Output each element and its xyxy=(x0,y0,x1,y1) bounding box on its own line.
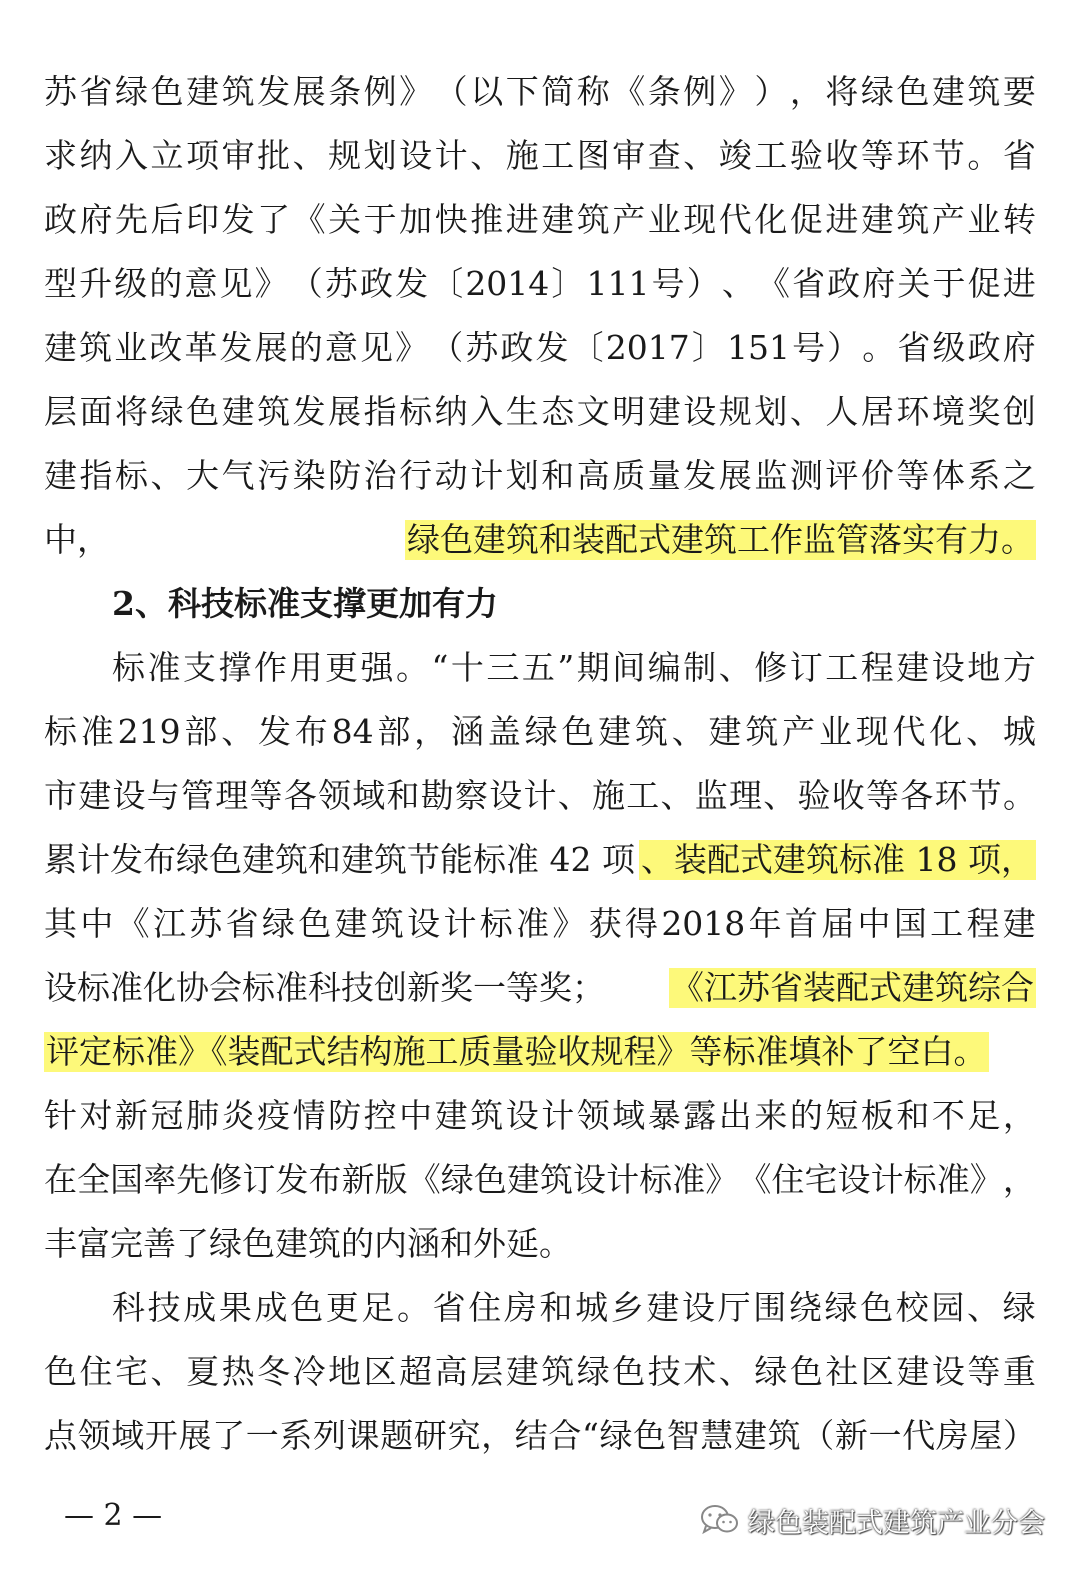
text-segment: 市 建 设 与 管 理 等 各 领 域 和 勘 察 设 计 、 施 工 、 监 理 、 验 收 等 各 环 节 。 xyxy=(44,776,1036,815)
text-segment: 标 准 支 撑 作 用 更 强 。 “ 十 三 五 ” 期 间 编 制 、 修 订 工 程 建 设 地 方 xyxy=(112,648,1036,687)
text-line xyxy=(44,1224,1036,1264)
text-segment: 苏 省 绿 色 建 筑 发 展 条 例 》 （ 以 下 简 称 《 条 例 》 ） ， 将 绿 色 建 筑 要 xyxy=(44,72,1036,111)
text-segment: 设标准化协会标准科技创新奖一等奖； xyxy=(44,968,605,1007)
highlighted-segment: 、装配式建筑标准 18 项， xyxy=(641,840,1034,879)
text-segment: 丰富完善了绿色建筑的内涵和外延。 xyxy=(44,1224,572,1263)
text-segment: 中， xyxy=(44,520,110,559)
text-segment: 政 府 先 后 印 发 了 《 关 于 加 快 推 进 建 筑 产 业 现 代 化 促 进 建 筑 产 业 转 xyxy=(44,200,1036,239)
text-segment: 型 升 级 的 意 见 》 （ 苏 政 发 〔 2014 〕 111 号 ） 、 《 省 政 府 关 于 促 进 xyxy=(44,264,1036,303)
text-segment: 针 对 新 冠 肺 炎 疫 情 防 控 中 建 筑 设 计 领 域 暴 露 出 来 的 短 板 和 不 足 ， xyxy=(44,1096,1036,1135)
text-segment: 建 筑 业 改 革 发 展 的 意 见 》 （ 苏 政 发 〔 2017 〕 151 号 ） 。 省 级 政 府 xyxy=(44,328,1036,367)
text-line xyxy=(44,392,1036,432)
wechat-icon xyxy=(700,1504,740,1536)
text-line xyxy=(44,968,1036,1008)
text-segment: 求 纳 入 立 项 审 批 、 规 划 设 计 、 施 工 图 审 查 、 竣 工 验 收 等 环 节 。 省 xyxy=(44,136,1036,175)
text-line xyxy=(44,72,1036,112)
text-line xyxy=(44,840,1036,880)
text-line xyxy=(44,1352,1036,1392)
page-number: — 2 — xyxy=(64,1498,163,1533)
text-segment: 标 准 219 部 、 发 布 84 部 ， 涵 盖 绿 色 建 筑 、 建 筑 产 业 现 代 化 、 城 xyxy=(44,712,1036,751)
highlighted-segment: 评定标准》《装配式结构施工质量验收规程》等标准填补了空白。 xyxy=(46,1032,987,1071)
highlighted-segment: 《江苏省装配式建筑综合 xyxy=(671,968,1034,1007)
watermark-text: 绿色装配式建筑产业分会 xyxy=(748,1507,1045,1539)
text-line xyxy=(44,1416,1036,1456)
text-segment: 建 指 标 、 大 气 污 染 防 治 行 动 计 划 和 高 质 量 发 展 监 测 评 价 等 体 系 之 xyxy=(44,456,1036,495)
text-line xyxy=(44,1096,1036,1136)
text-line xyxy=(112,648,1036,688)
text-segment: 点 领 域 开 展 了 一 系 列 课 题 研 究 ， 结 合 “ 绿 色 智 慧 建 筑 （ 新 一 代 房 屋 ） xyxy=(44,1416,1036,1455)
text-line xyxy=(44,136,1036,176)
text-segment: 科 技 成 果 成 色 更 足 。 省 住 房 和 城 乡 建 设 厅 围 绕 绿 色 校 园 、 绿 xyxy=(112,1288,1036,1327)
text-line xyxy=(44,776,1036,816)
text-line xyxy=(44,200,1036,240)
section-heading xyxy=(112,584,498,624)
text-line xyxy=(44,1160,1036,1200)
highlighted-segment: 绿色建筑和装配式建筑工作监管落实有力。 xyxy=(407,520,1034,559)
text-segment: 其 中 《 江 苏 省 绿 色 建 筑 设 计 标 准 》 获 得 2018 年 首 届 中 国 工 程 建 xyxy=(44,904,1036,943)
text-segment: 2、科技标准支撑更加有力 xyxy=(112,584,498,623)
text-line xyxy=(44,456,1036,496)
text-line xyxy=(44,712,1036,752)
text-line xyxy=(44,264,1036,304)
text-line xyxy=(44,1032,1036,1072)
text-segment: 在 全 国 率 先 修 订 发 布 新 版 《 绿 色 建 筑 设 计 标 准 》 《 住 宅 设 计 标 准 》 ， xyxy=(44,1160,1036,1199)
text-segment: 色 住 宅 、 夏 热 冬 冷 地 区 超 高 层 建 筑 绿 色 技 术 、 绿 色 社 区 建 设 等 重 xyxy=(44,1352,1036,1391)
text-line xyxy=(44,520,1036,560)
text-line xyxy=(112,1288,1036,1328)
text-line xyxy=(44,328,1036,368)
text-line xyxy=(44,904,1036,944)
watermark xyxy=(700,1500,1045,1540)
text-segment: 累计发布绿色建筑和建筑节能标准 42 项 xyxy=(44,840,635,879)
text-segment: 层 面 将 绿 色 建 筑 发 展 指 标 纳 入 生 态 文 明 建 设 规 划 、 人 居 环 境 奖 创 xyxy=(44,392,1036,431)
